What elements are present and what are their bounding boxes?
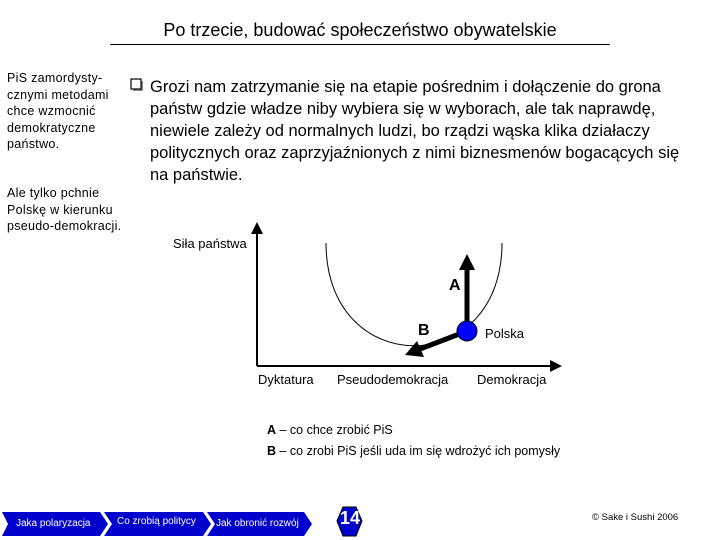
note-b-text: – co zrobi PiS jeśli uda im się wdrożyć ich pomysły (276, 444, 561, 458)
x-label-pseudodemokracja: Pseudodemokracja (337, 372, 449, 387)
note-b-key: B (267, 444, 277, 458)
y-axis-label: Siła państwa (173, 236, 247, 251)
sidebar-note-2: Ale tylko pchnie Polskę w kierunku pseudo-demokracji. (7, 186, 122, 233)
arrow-b-label: B (418, 322, 430, 339)
note-a-key: A (267, 423, 277, 437)
slide-title: Po trzecie, budować społeczeństwo obywatelskie (163, 20, 557, 40)
page-number: 14 (339, 508, 361, 528)
x-label-dyktatura: Dyktatura (258, 372, 314, 387)
main-paragraph: Grozi nam zatrzymanie się na etapie pośrednim i dołączenie do grona państw gdzie władze niby wybiera się w wyborach, ale tak naprawdę, niewiele zależy od normalnych ludzi, bo rządzi wąska klika działaczy politycznych oraz zaprzyjaźnionych z nimi biznesmenów bogacących się na państwie. (150, 78, 680, 184)
arrow-a-label: A (449, 277, 461, 294)
nav-label-polaryzacja[interactable]: Jaka polaryzacja (16, 518, 91, 529)
note-a-text: – co chce zrobić PiS (276, 423, 393, 437)
x-label-demokracja: Demokracja (477, 372, 547, 387)
nav-label-politycy[interactable]: Co zrobią politycy (117, 516, 196, 527)
legend-notes (267, 420, 560, 462)
polska-label: Polska (485, 326, 525, 341)
nav-label-rozwoj[interactable]: Jak obronić rozwój (216, 518, 299, 529)
polska-point (457, 321, 477, 341)
sidebar-note-1: PiS zamordysty-cznymi metodami chce wzmocnić demokratyczne państwo. (7, 71, 109, 151)
copyright: © Sake i Sushi 2006 (592, 512, 679, 523)
